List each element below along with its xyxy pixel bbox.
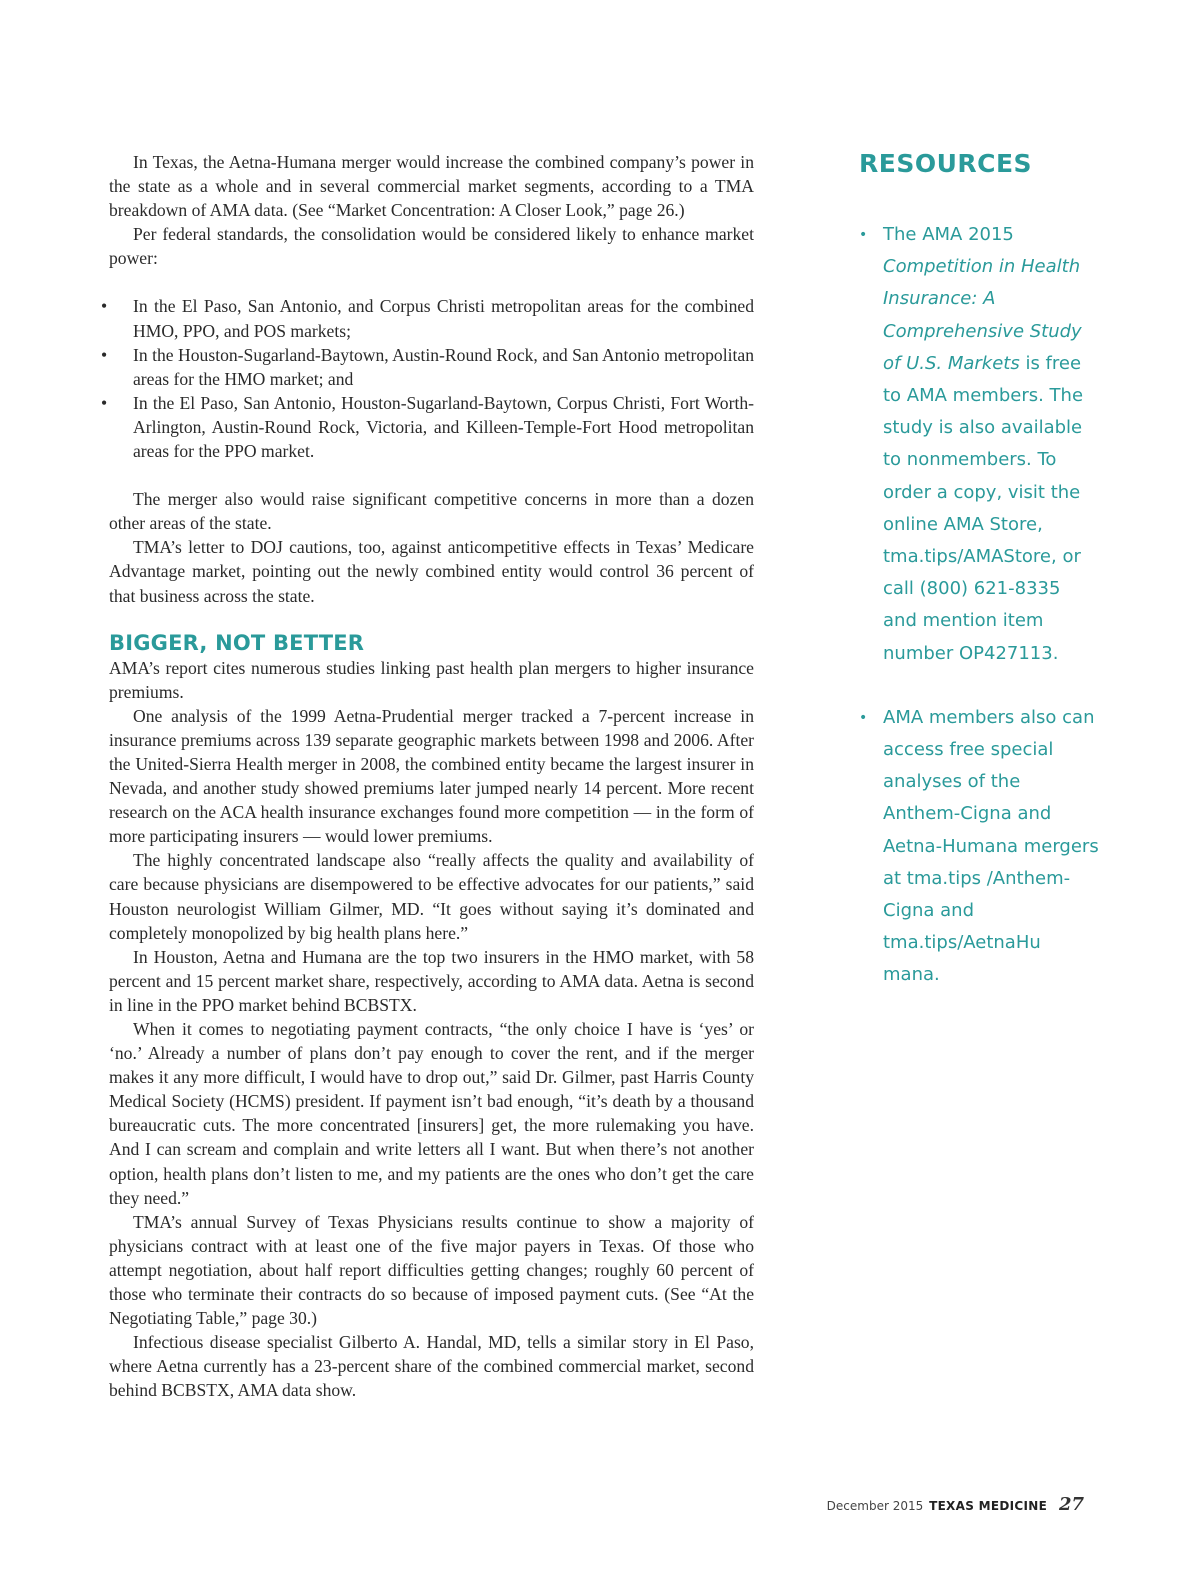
body-paragraph: The highly concentrated landscape also “really affects the quality and availability of care because physicians are disempowered to be effective advocates for our patients,” said Houston neurologist William Gilmer, MD. “It goes without saying it’s dominated and completely monopolized by big health plans here.” xyxy=(109,850,754,943)
market-bullet-list xyxy=(101,294,754,463)
body-paragraph: The merger also would raise significant competitive concerns in more than a dozen other areas of the state. xyxy=(109,489,754,534)
article-body xyxy=(101,150,754,1403)
bullet-icon: • xyxy=(101,392,108,413)
body-paragraph: TMA’s letter to DOJ cautions, too, against anticompetitive effects in Texas’ Medicare Advantage market, pointing out the newly combined entity would control 36 percent of that business across the state. xyxy=(109,537,754,606)
sidebar-title: RESOURCES xyxy=(859,149,1033,178)
body-paragraph: Infectious disease specialist Gilberto A. Handal, MD, tells a similar story in El Paso, where Aetna currently has a 23-percent share of the combined commercial market, second behind BCBSTX, AMA data show. xyxy=(109,1332,754,1401)
body-paragraph: One analysis of the 1999 Aetna-Prudential merger tracked a 7-percent increase in insurance premiums across 139 separate geographic markets between 1998 and 2006. After the United-Sierra Health merger in 2008, the combined entity became the largest insurer in Nevada, and another study showed premiums later jumped nearly 14 percent. More recent research on the ACA health insurance exchanges found more competition — in the form of more participating insurers — would lower premiums. xyxy=(109,705,754,847)
resources-list xyxy=(859,219,1099,992)
page-number: 27 xyxy=(1058,1494,1084,1515)
list-item xyxy=(101,391,754,463)
resource-text: AMA members also can access free special analyses of the Anthem-Cigna and Aetna-Humana mergers at tma.tips /Anthem-Cigna and tma.tips/AetnaHu mana. xyxy=(883,706,1099,986)
body-paragraph: TMA’s annual Survey of Texas Physicians results continue to show a majority of physicians contract with at least one of the five major payers in Texas. Of those who attempt negotiation, about half report difficulties getting changes; roughly 60 percent of those who terminate their contracts do so because of imposed payment cuts. (See “At the Negotiating Table,” page 30.) xyxy=(109,1211,754,1329)
bullet-icon: • xyxy=(101,344,108,365)
page-footer xyxy=(827,1494,1084,1515)
list-item xyxy=(101,343,754,391)
list-item xyxy=(101,294,754,342)
section-heading: BIGGER, NOT BETTER xyxy=(109,630,365,655)
body-paragraph: When it comes to negotiating payment contracts, “the only choice I have is ‘yes’ or ‘no.’ Already a number of plans don’t pay enough to cover the rent, and if the merger makes it any more difficult, I would have to drop out,” said Dr. Gilmer, past Harris County Medical Society (HCMS) president. If payment isn’t bad enough, “it’s death by a thousand bureaucratic cuts. The more concentrated [insurers] get, the more rulemaking you have. And I can scream and complain and write letters all I want. But when there’s not another option, health plans don’t listen to me, and my patients are the ones who don’t get the care they need.” xyxy=(109,1019,754,1208)
body-paragraph: In Houston, Aetna and Humana are the top two insurers in the HMO market, with 58 percent and 15 percent market share, respectively, according to AMA data. Aetna is second in line in the PPO market behind BCBSTX. xyxy=(109,946,754,1015)
list-item-text: In the Houston-Sugarland-Baytown, Austin-Round Rock, and San Antonio metropolitan areas for the HMO market; and xyxy=(133,344,754,389)
magazine-name: TEXAS MEDICINE xyxy=(929,1499,1048,1513)
resources-sidebar xyxy=(859,147,1099,992)
resource-item xyxy=(859,219,1099,670)
list-item-text: In the El Paso, San Antonio, Houston-Sugarland-Baytown, Corpus Christi, Fort Worth-Arlington, Austin-Round Rock, Victoria, and Killeen-Temple-Fort Hood metropolitan areas for the PPO market. xyxy=(133,392,754,462)
resource-text-suffix: is free to AMA members. The study is also available to nonmembers. To order a copy, visit the online AMA Store, tma.tips/AMAStore, or call (800) 621-8335 and mention item number OP427113. xyxy=(883,352,1084,664)
intro-paragraph: In Texas, the Aetna-Humana merger would increase the combined company’s power in the state as a whole and in several commercial market segments, according to a TMA breakdown of AMA data. (See “Market Concentration: A Closer Look,” page 26.) xyxy=(109,152,754,221)
body-paragraph: AMA’s report cites numerous studies linking past health plan mergers to higher insurance premiums. xyxy=(109,657,754,702)
bullet-icon: • xyxy=(859,227,868,243)
bullet-icon: • xyxy=(101,296,108,317)
bullet-icon: • xyxy=(859,709,868,726)
list-item-text: In the El Paso, San Antonio, and Corpus Christi metropolitan areas for the combined HMO, PPO, and POS markets; xyxy=(133,296,754,341)
study-title: Competition in Health Insurance: A Comprehensive Study of U.S. Markets xyxy=(883,256,1082,374)
resource-item xyxy=(859,702,1099,992)
issue-date: December 2015 xyxy=(826,1499,924,1513)
intro-paragraph: Per federal standards, the consolidation would be considered likely to enhance market power: xyxy=(109,224,754,269)
resource-text-prefix: The AMA 2015 xyxy=(883,224,1014,245)
